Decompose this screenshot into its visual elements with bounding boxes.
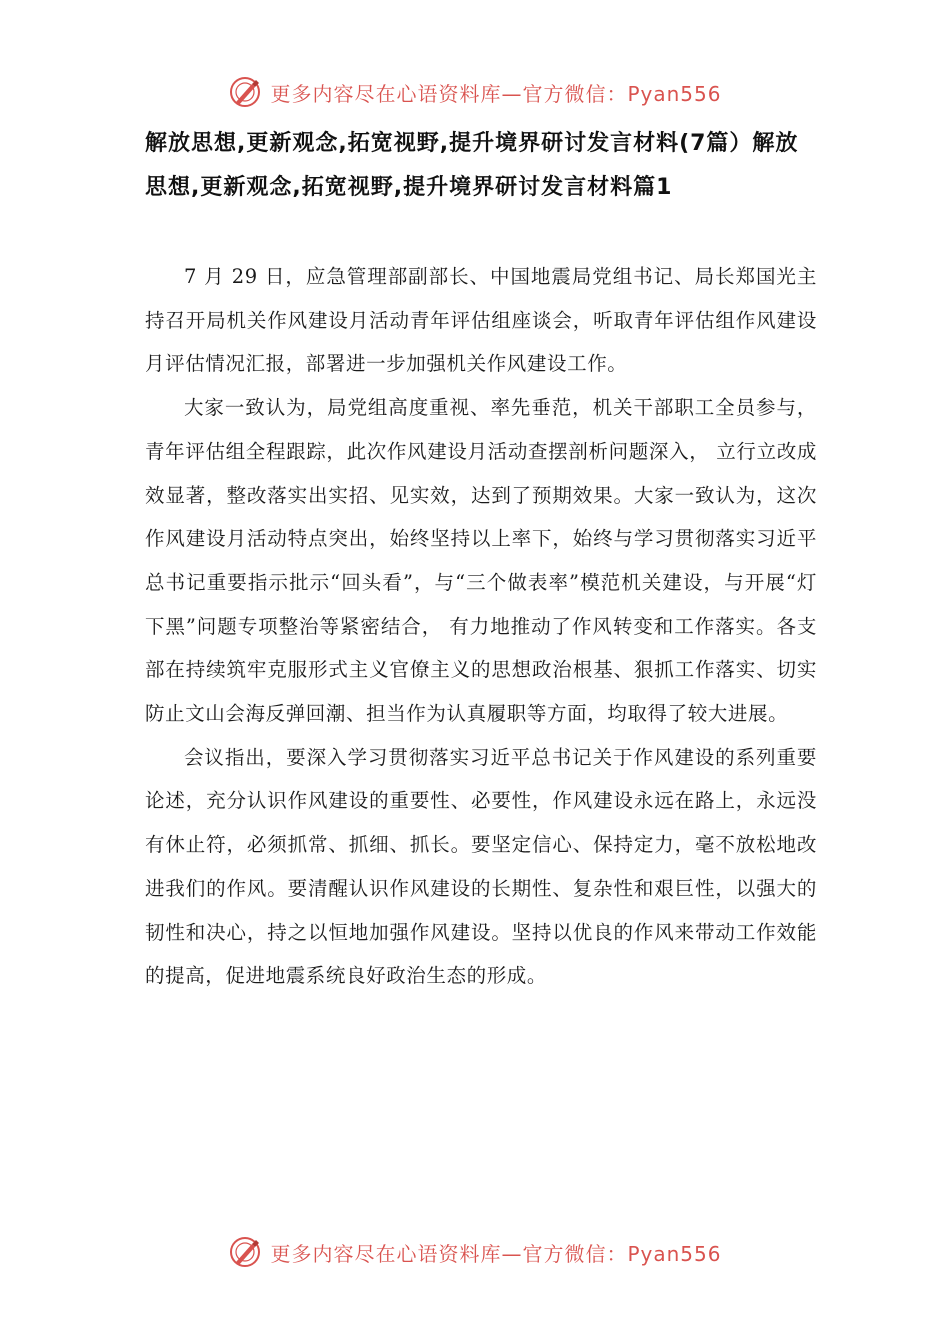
paragraph: 会议指出，要深入学习贯彻落实习近平总书记关于作风建设的系列重要论述，充分认识作风建设的重要性、必要性，作风建设永远在路上，永远没有休止符，必须抓常、抓细、抓长。要坚定信心、保持定力，毫不放松地改进我们的作风。要清醒认识作风建设的长期性、复杂性和艰巨性，以强大的韧性和决心，持之以恒地加强作风建设。坚持以优良的作风来带动工作效能的提高，促进地震系统良好政治生态的形成。 bbox=[145, 745, 817, 988]
paragraph: 大家一致认为，局党组高度重视、率先垂范，机关干部职工全员参与，青年评估组全程跟踪，此次作风建设月活动查摆剖析问题深入， 立行立改成效显著，整改落实出实招、见实效，达到了预期效果。大家一致认为，这次作风建设月活动特点突出，始终坚持以上率下，始终与学习贯彻落实习近平总书记重要指示批示“回头看”，与“三个做表率”模范机关建设，与开展“灯下黑”问题专项整治等紧密结合， 有力地推动了作风转变和工作落实。各支部在持续筑牢克服形式主义官僚主义的思想政治根基、狠抓工作落实、切实防止文山会海反弹回潮、担当作为认真履职等方面，均取得了较大进展。 bbox=[145, 396, 817, 726]
document-title: 解放思想,更新观念,拓宽视野,提升境界研讨发言材料(7篇）解放思想,更新观念,拓宽视野,提升境界研讨发言材料篇1 bbox=[145, 131, 799, 200]
document-body bbox=[145, 255, 817, 998]
watermark-text: 更多内容尽在心语资料库—官方微信：Pyan556 bbox=[270, 81, 722, 106]
pen-seal-icon bbox=[228, 75, 262, 109]
paragraph: 7 月 29 日，应急管理部副部长、中国地震局党组书记、局长郑国光主持召开局机关作风建设月活动青年评估组座谈会，听取青年评估组作风建设月评估情况汇报，部署进一步加强机关作风建设工作。 bbox=[145, 265, 817, 376]
pen-seal-icon bbox=[228, 1235, 262, 1269]
footer-watermark bbox=[0, 1232, 950, 1272]
header-watermark bbox=[0, 72, 950, 112]
watermark-text: 更多内容尽在心语资料库—官方微信：Pyan556 bbox=[270, 1241, 722, 1266]
